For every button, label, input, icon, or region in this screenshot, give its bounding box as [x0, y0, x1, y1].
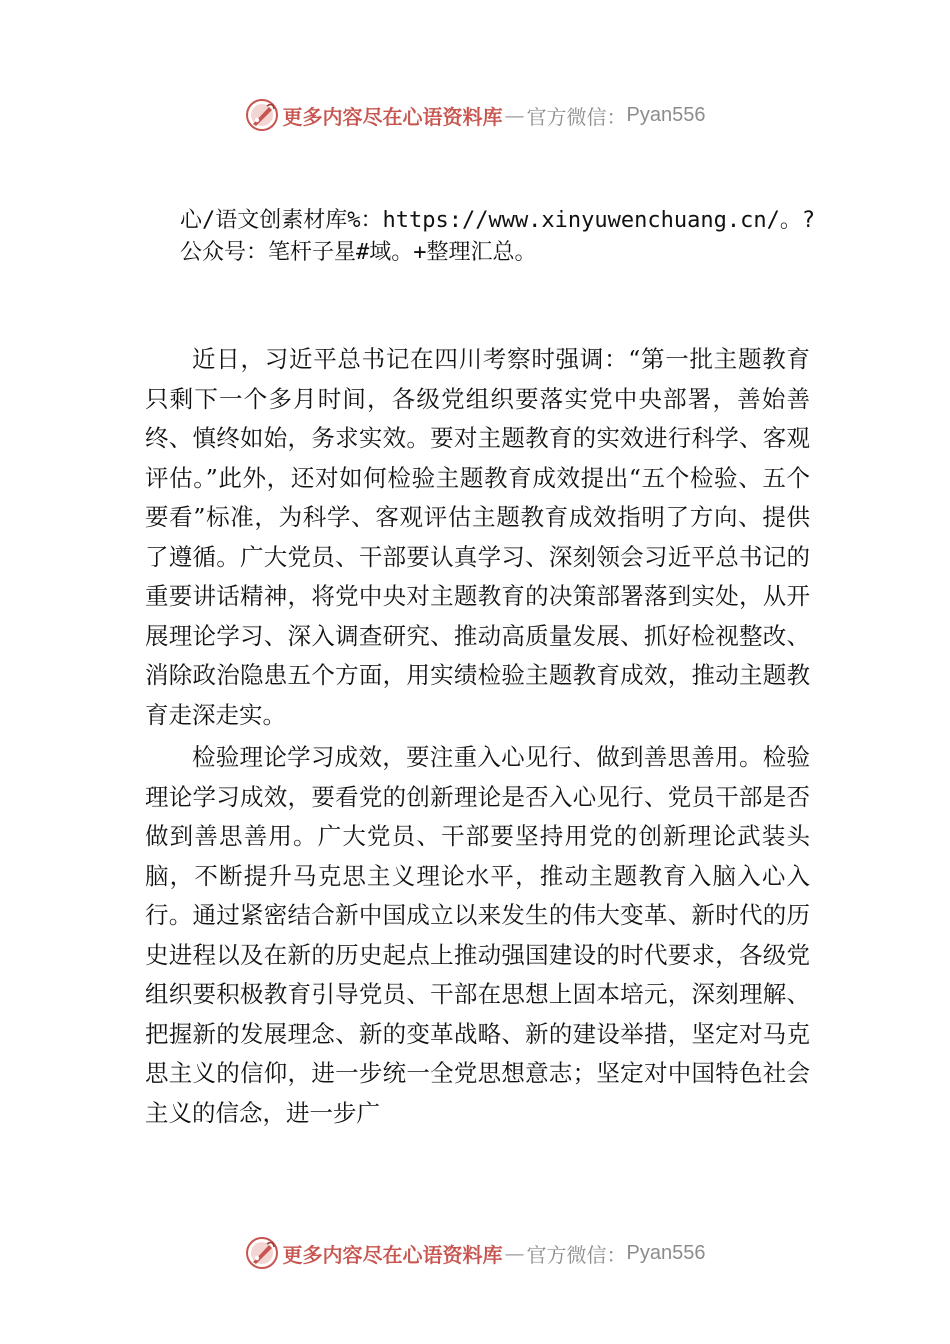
- source-info: [180, 205, 900, 269]
- quill-seal-icon: [245, 1236, 279, 1270]
- article-body: [145, 340, 810, 1133]
- wechat-label: 官方微信：: [526, 104, 627, 129]
- banner-title: 更多内容尽在心语资料库: [282, 1242, 503, 1267]
- source-line-1: 心/语文创素材库%：https://www.xinyuwenchuang.cn/。?: [180, 208, 816, 233]
- article-paragraph: 近日，习近平总书记在四川考察时强调：“第一批主题教育只剩下一个多月时间，各级党组织要落实党中央部署，善始善终、慎终如始，务求实效。要对主题教育的实效进行科学、客观评估。”此外，还对如何检验主题教育成效提出“五个检验、五个要看”标准，为科学、客观评估主题教育成效指明了方向、提供了遵循。广大党员、干部要认真学习、深刻领会习近平总书记的重要讲话精神，将党中央对主题教育的决策部署落到实处，从开展理论学习、深入调查研究、推动高质量发展、抓好检视整改、消除政治隐患五个方面，用实绩检验主题教育成效，推动主题教育走深走实。: [145, 345, 810, 729]
- wechat-id: Pyan556: [626, 1241, 706, 1264]
- banner-title: 更多内容尽在心语资料库: [282, 104, 503, 129]
- footer-banner: [0, 1233, 950, 1273]
- article-paragraph: 检验理论学习成效，要注重入心见行、做到善思善用。检验理论学习成效，要看党的创新理论是否入心见行、党员干部是否做到善思善用。广大党员、干部要坚持用党的创新理论武装头脑，不断提升马克思主义理论水平，推动主题教育入脑入心入行。通过紧密结合新中国成立以来发生的伟大变革、新时代的历史进程以及在新的历史起点上推动强国建设的时代要求，各级党组织要积极教育引导党员、干部在思想上固本培元，深刻理解、把握新的发展理念、新的变革战略、新的建设举措，坚定对马克思主义的信仰，进一步统一全党思想意志；坚定对中国特色社会主义的信念，进一步广: [145, 743, 810, 1127]
- banner-dash: —: [504, 103, 525, 127]
- header-banner: [0, 95, 950, 135]
- quill-seal-icon: [245, 98, 279, 132]
- wechat-id: Pyan556: [626, 103, 706, 126]
- banner-dash: —: [504, 1241, 525, 1265]
- wechat-label: 官方微信：: [526, 1242, 627, 1267]
- source-line-2: 公众号：笔杆子星#域。+整理汇总。: [180, 240, 537, 265]
